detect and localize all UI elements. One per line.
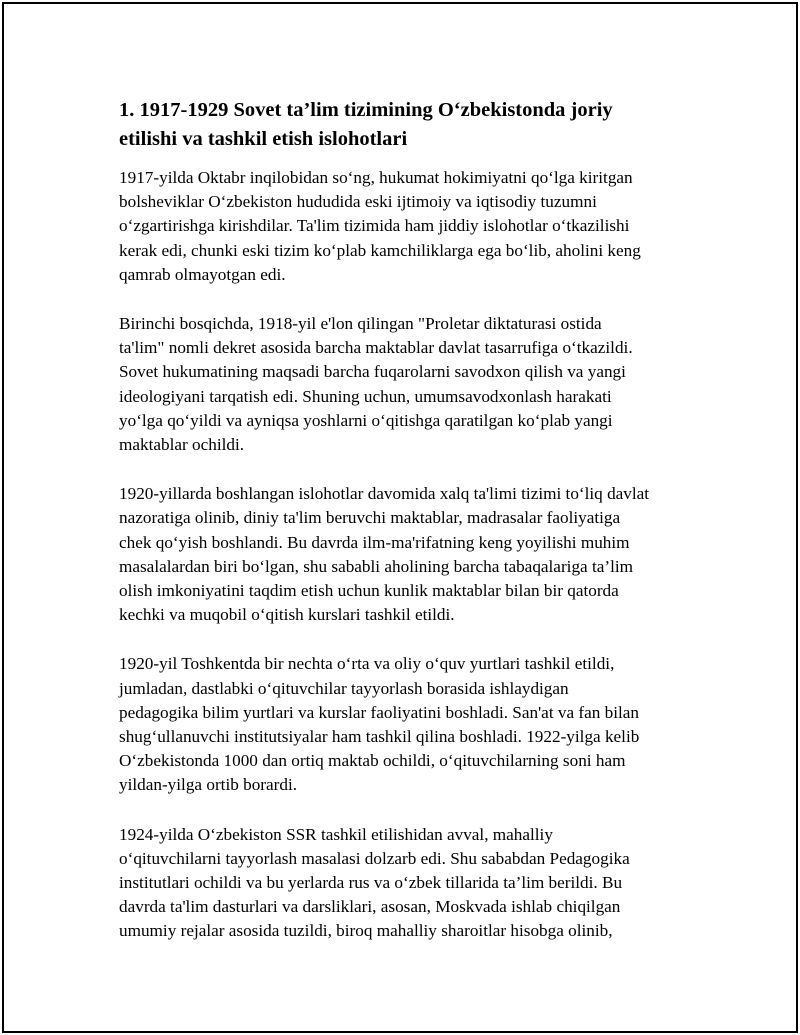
text-line: 1917-yilda Oktabr inqilobidan so‘ng, hukumat hokimiyatni qo‘lga kiritgan — [119, 168, 633, 187]
text-line: olish imkoniyatini taqdim etish uchun kunlik maktablar bilan bir qatorda — [119, 581, 619, 601]
section-heading — [119, 96, 699, 154]
text-line: davrda ta'lim dasturlari va darsliklari, asosan, Moskvada ishlab chiqilgan — [119, 897, 621, 917]
text-line: o‘qituvchilarni tayyorlash masalasi dolzarb edi. Shu sababdan Pedagogika — [119, 848, 630, 868]
text-line: qamrab olmayotgan edi. — [119, 264, 286, 284]
text-line: ideologiyani tarqatish edi. Shuning uchun, umumsavodxonlash harakati — [119, 386, 612, 406]
document-content — [119, 96, 699, 969]
paragraph-3 — [119, 482, 699, 627]
text-line: 1924-yilda O‘zbekiston SSR tashkil etilishidan avval, mahalliy — [119, 824, 553, 844]
text-line: yo‘lga qo‘yildi va ayniqsa yoshlarni o‘qitishga qaratilgan ko‘plab yangi — [119, 410, 613, 430]
text-line: O‘zbekistonda 1000 dan ortiq maktab ochildi, o‘qituvchilarning soni ham — [119, 751, 626, 771]
heading-line: 1. 1917-1929 Sovet ta’lim tizimining O‘zbekistonda joriy — [119, 99, 613, 121]
text-line: maktablar ochildi. — [119, 435, 245, 455]
text-line: bolsheviklar O‘zbekiston hududida eski ijtimoiy va iqtisodiy tuzumni — [119, 192, 597, 212]
paragraph-2 — [119, 312, 699, 457]
text-line: masalalardan biri bo‘lgan, shu sababli aholining barcha tabaqalariga ta’lim — [119, 556, 634, 576]
text-line: Sovet hukumatining maqsadi barcha fuqarolarni savodxon qilish va yangi — [119, 362, 626, 382]
paragraph-4 — [119, 652, 699, 797]
document-page — [2, 2, 798, 1033]
text-line: shug‘ullanuvchi institutsiyalar ham tashkil qilina boshladi. 1922-yilga kelib — [119, 727, 640, 747]
text-line: 1920-yil Toshkentda bir nechta o‘rta va oliy o‘quv yurtlari tashkil etildi, — [119, 654, 615, 674]
text-line: chek qo‘yish boshlandi. Bu davrda ilm-ma'rifatning keng yoyilishi muhim — [119, 532, 630, 552]
text-line: nazoratiga olinib, diniy ta'lim beruvchi maktablar, madrasalar faoliyatiga — [119, 508, 621, 528]
text-line: yildan-yilga ortib borardi. — [119, 775, 298, 795]
text-line: 1920-yillarda boshlangan islohotlar davomida xalq ta'limi tizimi to‘liq davlat — [119, 484, 650, 504]
text-line: kechki va muqobil o‘qitish kurslari tashkil etildi. — [119, 605, 455, 625]
heading-line: etilishi va tashkil etish islohotlari — [119, 128, 408, 150]
paragraph-1 — [119, 166, 699, 287]
text-line: o‘zgartirishga kirishdilar. Ta'lim tizimida ham jiddiy islohotlar o‘tkazilishi — [119, 216, 630, 236]
text-line: jumladan, dastlabki o‘qituvchilar tayyorlash borasida ishlaydigan — [119, 678, 569, 698]
text-line: ta'lim" nomli dekret asosida barcha maktablar davlat tasarrufiga o‘tkazildi. — [119, 338, 633, 358]
text-line: pedagogika bilim yurtlari va kurslar faoliyatini boshladi. San'at va fan bilan — [119, 702, 640, 722]
text-line: kerak edi, chunki eski tizim ko‘plab kamchiliklarga ega bo‘lib, aholini keng — [119, 240, 641, 260]
text-line: umumiy rejalar asosida tuzildi, biroq mahalliy sharoitlar hisobga olinib, — [119, 921, 613, 941]
paragraph-5 — [119, 823, 699, 944]
text-line: institutlari ochildi va bu yerlarda rus va o‘zbek tillarida ta’lim berildi. Bu — [119, 873, 623, 893]
text-line: Birinchi bosqichda, 1918-yil e'lon qilingan "Proletar diktaturasi ostida — [119, 314, 602, 334]
